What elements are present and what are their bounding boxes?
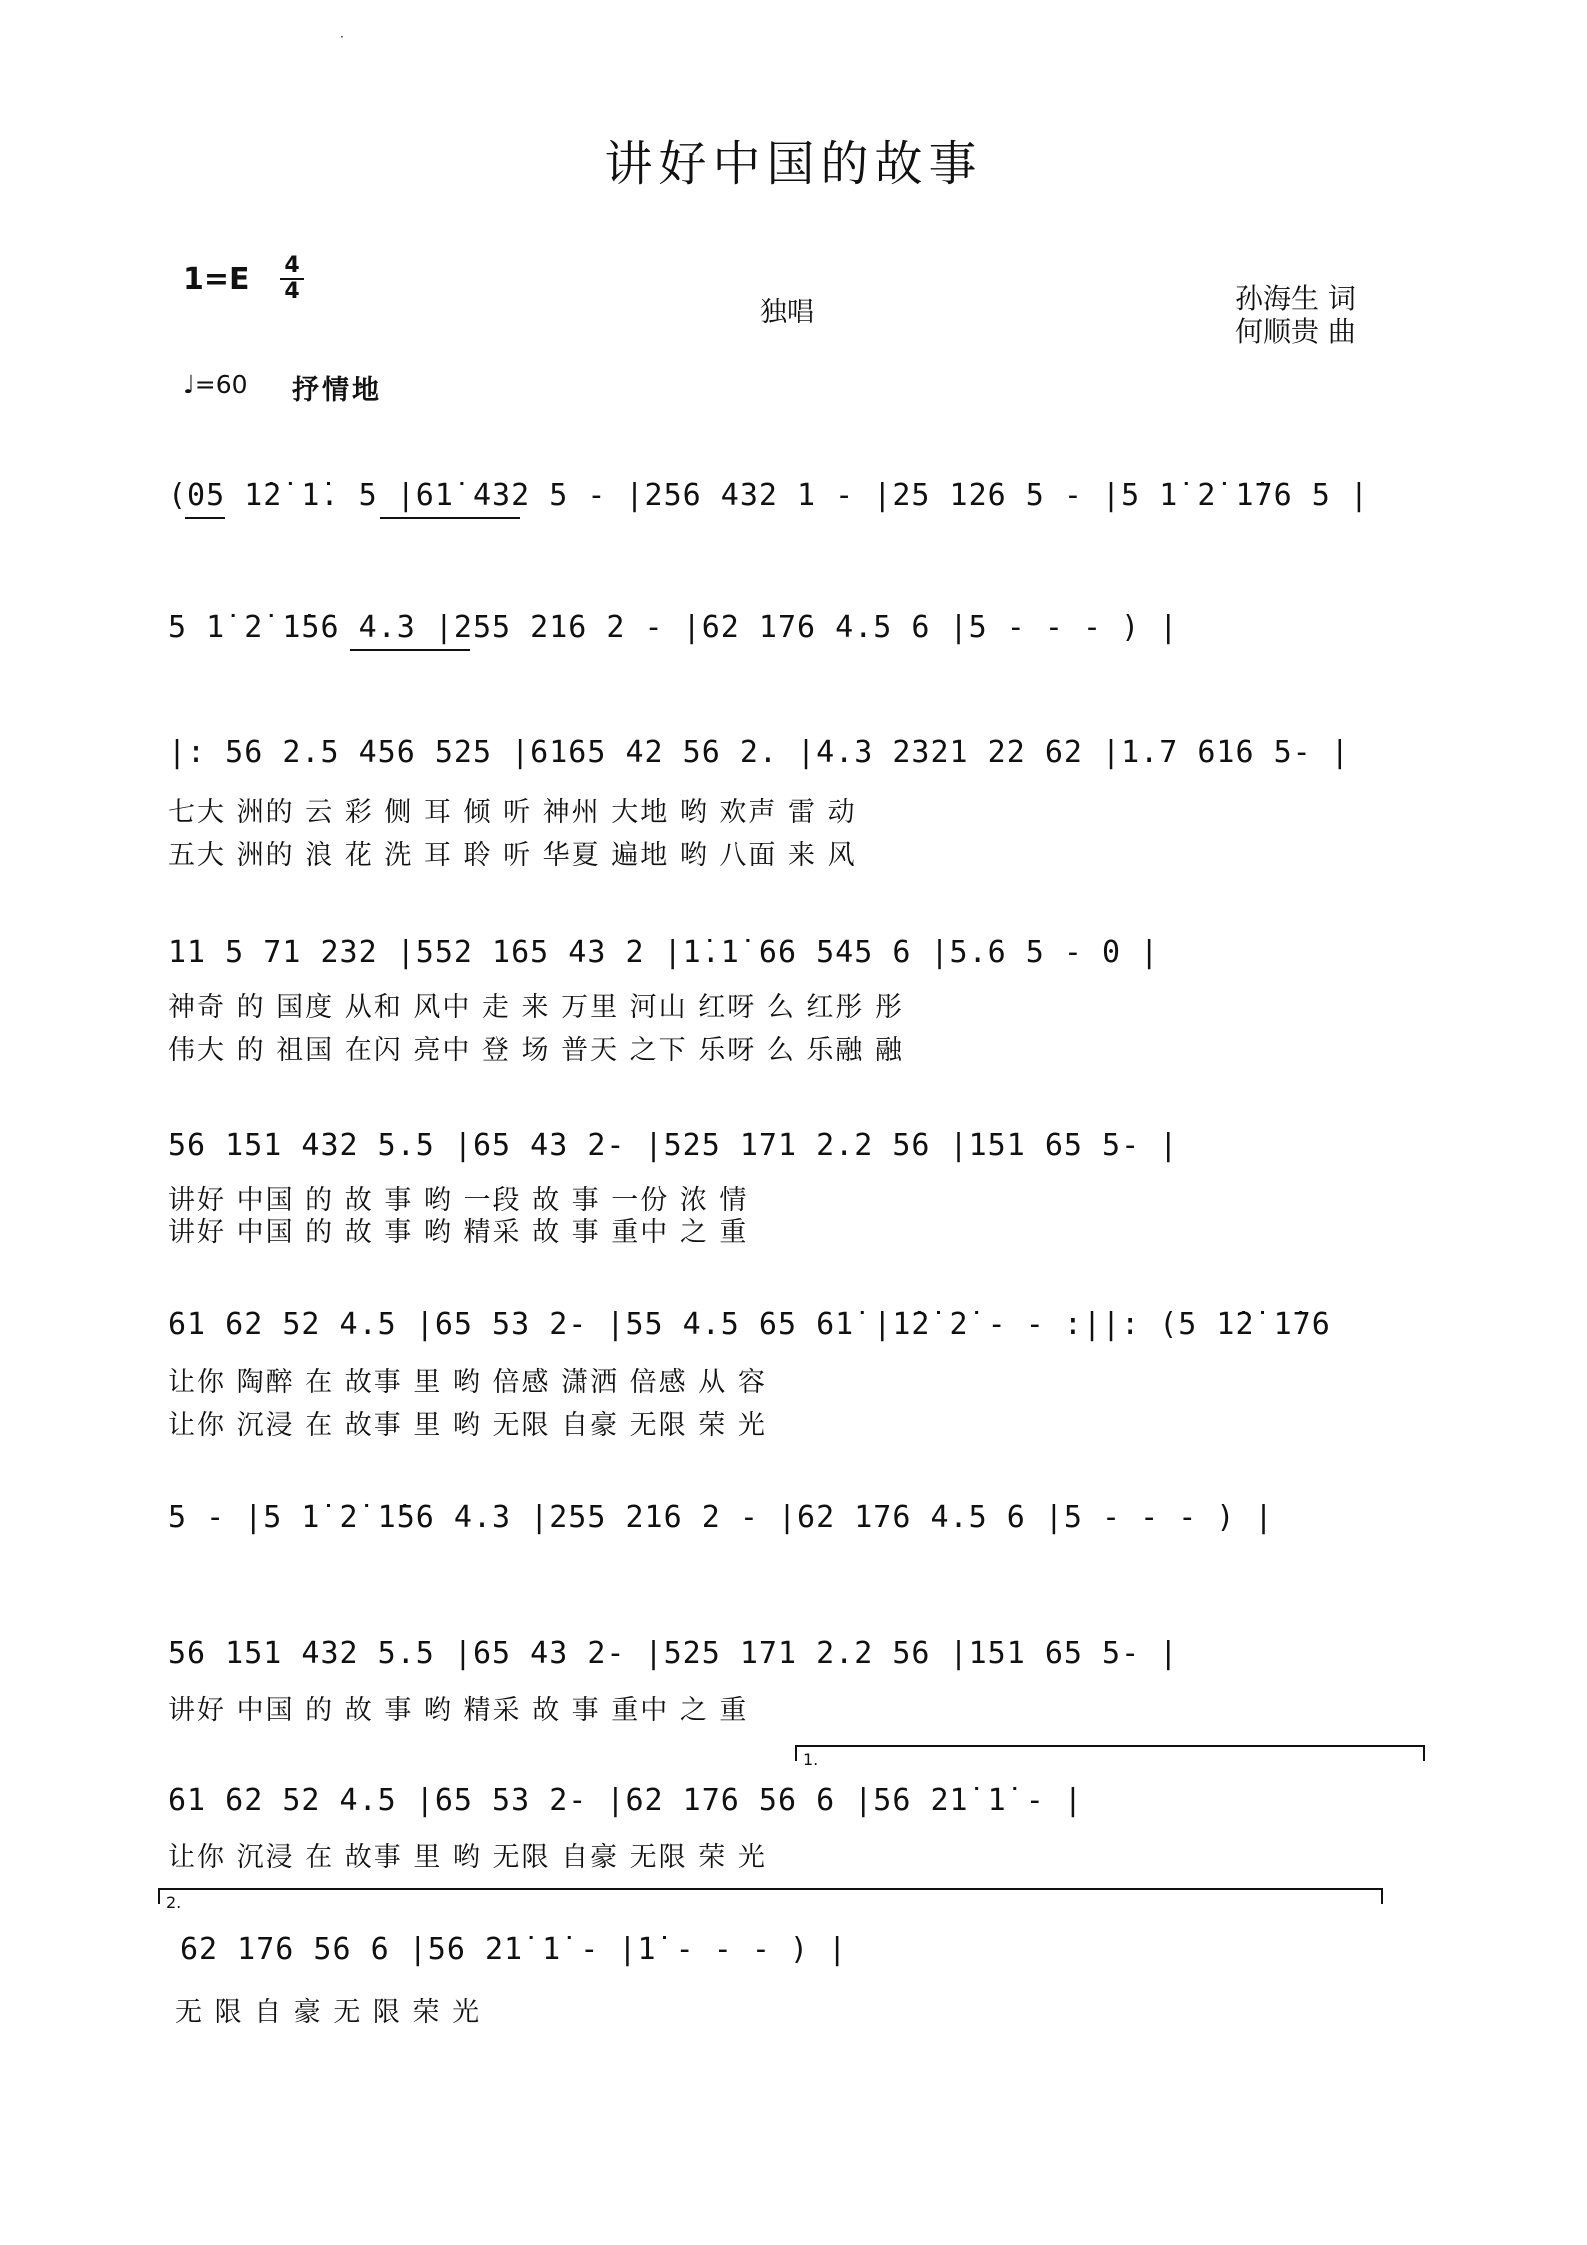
composer-credit: 何顺贵 曲 bbox=[1235, 315, 1356, 348]
meter-top: 4 bbox=[284, 253, 300, 278]
score-row-6: 61 62 52 4.5 |65 53 2- |55 4.5 65 61̇ |1̇2̇ 2̇ - - :||: (5 1̇2̇ 1̇76 bbox=[168, 1307, 1331, 1342]
volta-1-bracket bbox=[795, 1745, 1425, 1747]
score-row-4: 11 5 71 232 |552 165 43 2 |1̇.1̇ 66 545 6 |5.6 5 - 0 | bbox=[168, 935, 1160, 970]
lyric-row-6a: 让你 陶醉 在 故事 里 哟 倍感 潇洒 倍感 从 容 bbox=[168, 1367, 767, 1398]
score-row-9: 61 62 52 4.5 |65 53 2- |62 176 56 6 |56 21̇ 1̇ - | bbox=[168, 1783, 1083, 1818]
score-row-10: 62 176 56 6 |56 21̇ 1̇ - |1̇ - - - ) | bbox=[180, 1932, 848, 1967]
underline bbox=[350, 649, 470, 651]
underline bbox=[380, 517, 520, 519]
underline bbox=[185, 517, 225, 519]
score-row-8: 56 151 432 5.5 |65 43 2- |525 171 2.2 56 |151 65 5- | bbox=[168, 1636, 1179, 1671]
volta-2-label: 2. bbox=[166, 1893, 182, 1912]
performance-type: 独唱 bbox=[760, 297, 814, 328]
song-title: 讲好中国的故事 bbox=[604, 136, 983, 192]
volta-2-tick-end bbox=[1381, 1888, 1383, 1904]
volta-1-label: 1. bbox=[803, 1750, 819, 1769]
volta-1-tick-end bbox=[1423, 1745, 1425, 1761]
lyric-row-9: 让你 沉浸 在 故事 里 哟 无限 自豪 无限 荣 光 bbox=[168, 1842, 767, 1873]
lyric-row-10: 无 限 自 豪 无 限 荣 光 bbox=[175, 1997, 482, 2028]
score-row-2: 5 1̇ 2̇ 1̇56 4.3 |255 216 2 - |62 176 4.5 6 |5 - - - ) | bbox=[168, 610, 1179, 645]
meter-bottom: 4 bbox=[284, 279, 300, 304]
time-signature bbox=[280, 255, 304, 303]
speck: · bbox=[340, 30, 344, 44]
score-row-5: 56 151 432 5.5 |65 43 2- |525 171 2.2 56 |151 65 5- | bbox=[168, 1128, 1179, 1163]
lyric-row-4b: 伟大 的 祖国 在闪 亮中 登 场 普天 之下 乐呀 么 乐融 融 bbox=[168, 1035, 904, 1066]
score-row-3: |: 56 2.5 456 525 |6165 42 56 2. |4.3 2321 22 62 |1.7 616 5- | bbox=[168, 735, 1350, 770]
lyric-row-6b: 让你 沉浸 在 故事 里 哟 无限 自豪 无限 荣 光 bbox=[168, 1410, 767, 1441]
volta-2-bracket bbox=[158, 1888, 1383, 1890]
volta-2-tick bbox=[158, 1888, 160, 1904]
lyric-row-4a: 神奇 的 国度 从和 风中 走 来 万里 河山 红呀 么 红彤 彤 bbox=[168, 992, 904, 1023]
volta-1-tick bbox=[795, 1745, 797, 1761]
lyric-row-5b: 讲好 中国 的 故 事 哟 精采 故 事 重中 之 重 bbox=[168, 1217, 749, 1248]
lyric-row-3b: 五大 洲的 浪 花 洗 耳 聆 听 华夏 遍地 哟 八面 来 风 bbox=[168, 840, 857, 871]
lyric-row-5a: 讲好 中国 的 故 事 哟 一段 故 事 一份 浓 情 bbox=[168, 1185, 749, 1216]
score-row-1: (05 1̇2̇ 1̇. 5 |61̇ 432 5 - |256 432 1 - |25 126 5 - |5 1̇ 2̇ 1̇76 5 | bbox=[168, 478, 1369, 513]
expression-marking: 抒情地 bbox=[292, 375, 382, 406]
score-row-7: 5 - |5 1̇ 2̇ 1̇56 4.3 |255 216 2 - |62 176 4.5 6 |5 - - - ) | bbox=[168, 1500, 1274, 1535]
lyric-row-3a: 七大 洲的 云 彩 侧 耳 倾 听 神州 大地 哟 欢声 雷 动 bbox=[168, 797, 857, 828]
lyric-row-8: 讲好 中国 的 故 事 哟 精采 故 事 重中 之 重 bbox=[168, 1695, 749, 1726]
key-signature: 1=E bbox=[183, 262, 250, 297]
tempo-marking: ♩=60 bbox=[183, 370, 248, 399]
lyricist-credit: 孙海生 词 bbox=[1235, 282, 1356, 315]
